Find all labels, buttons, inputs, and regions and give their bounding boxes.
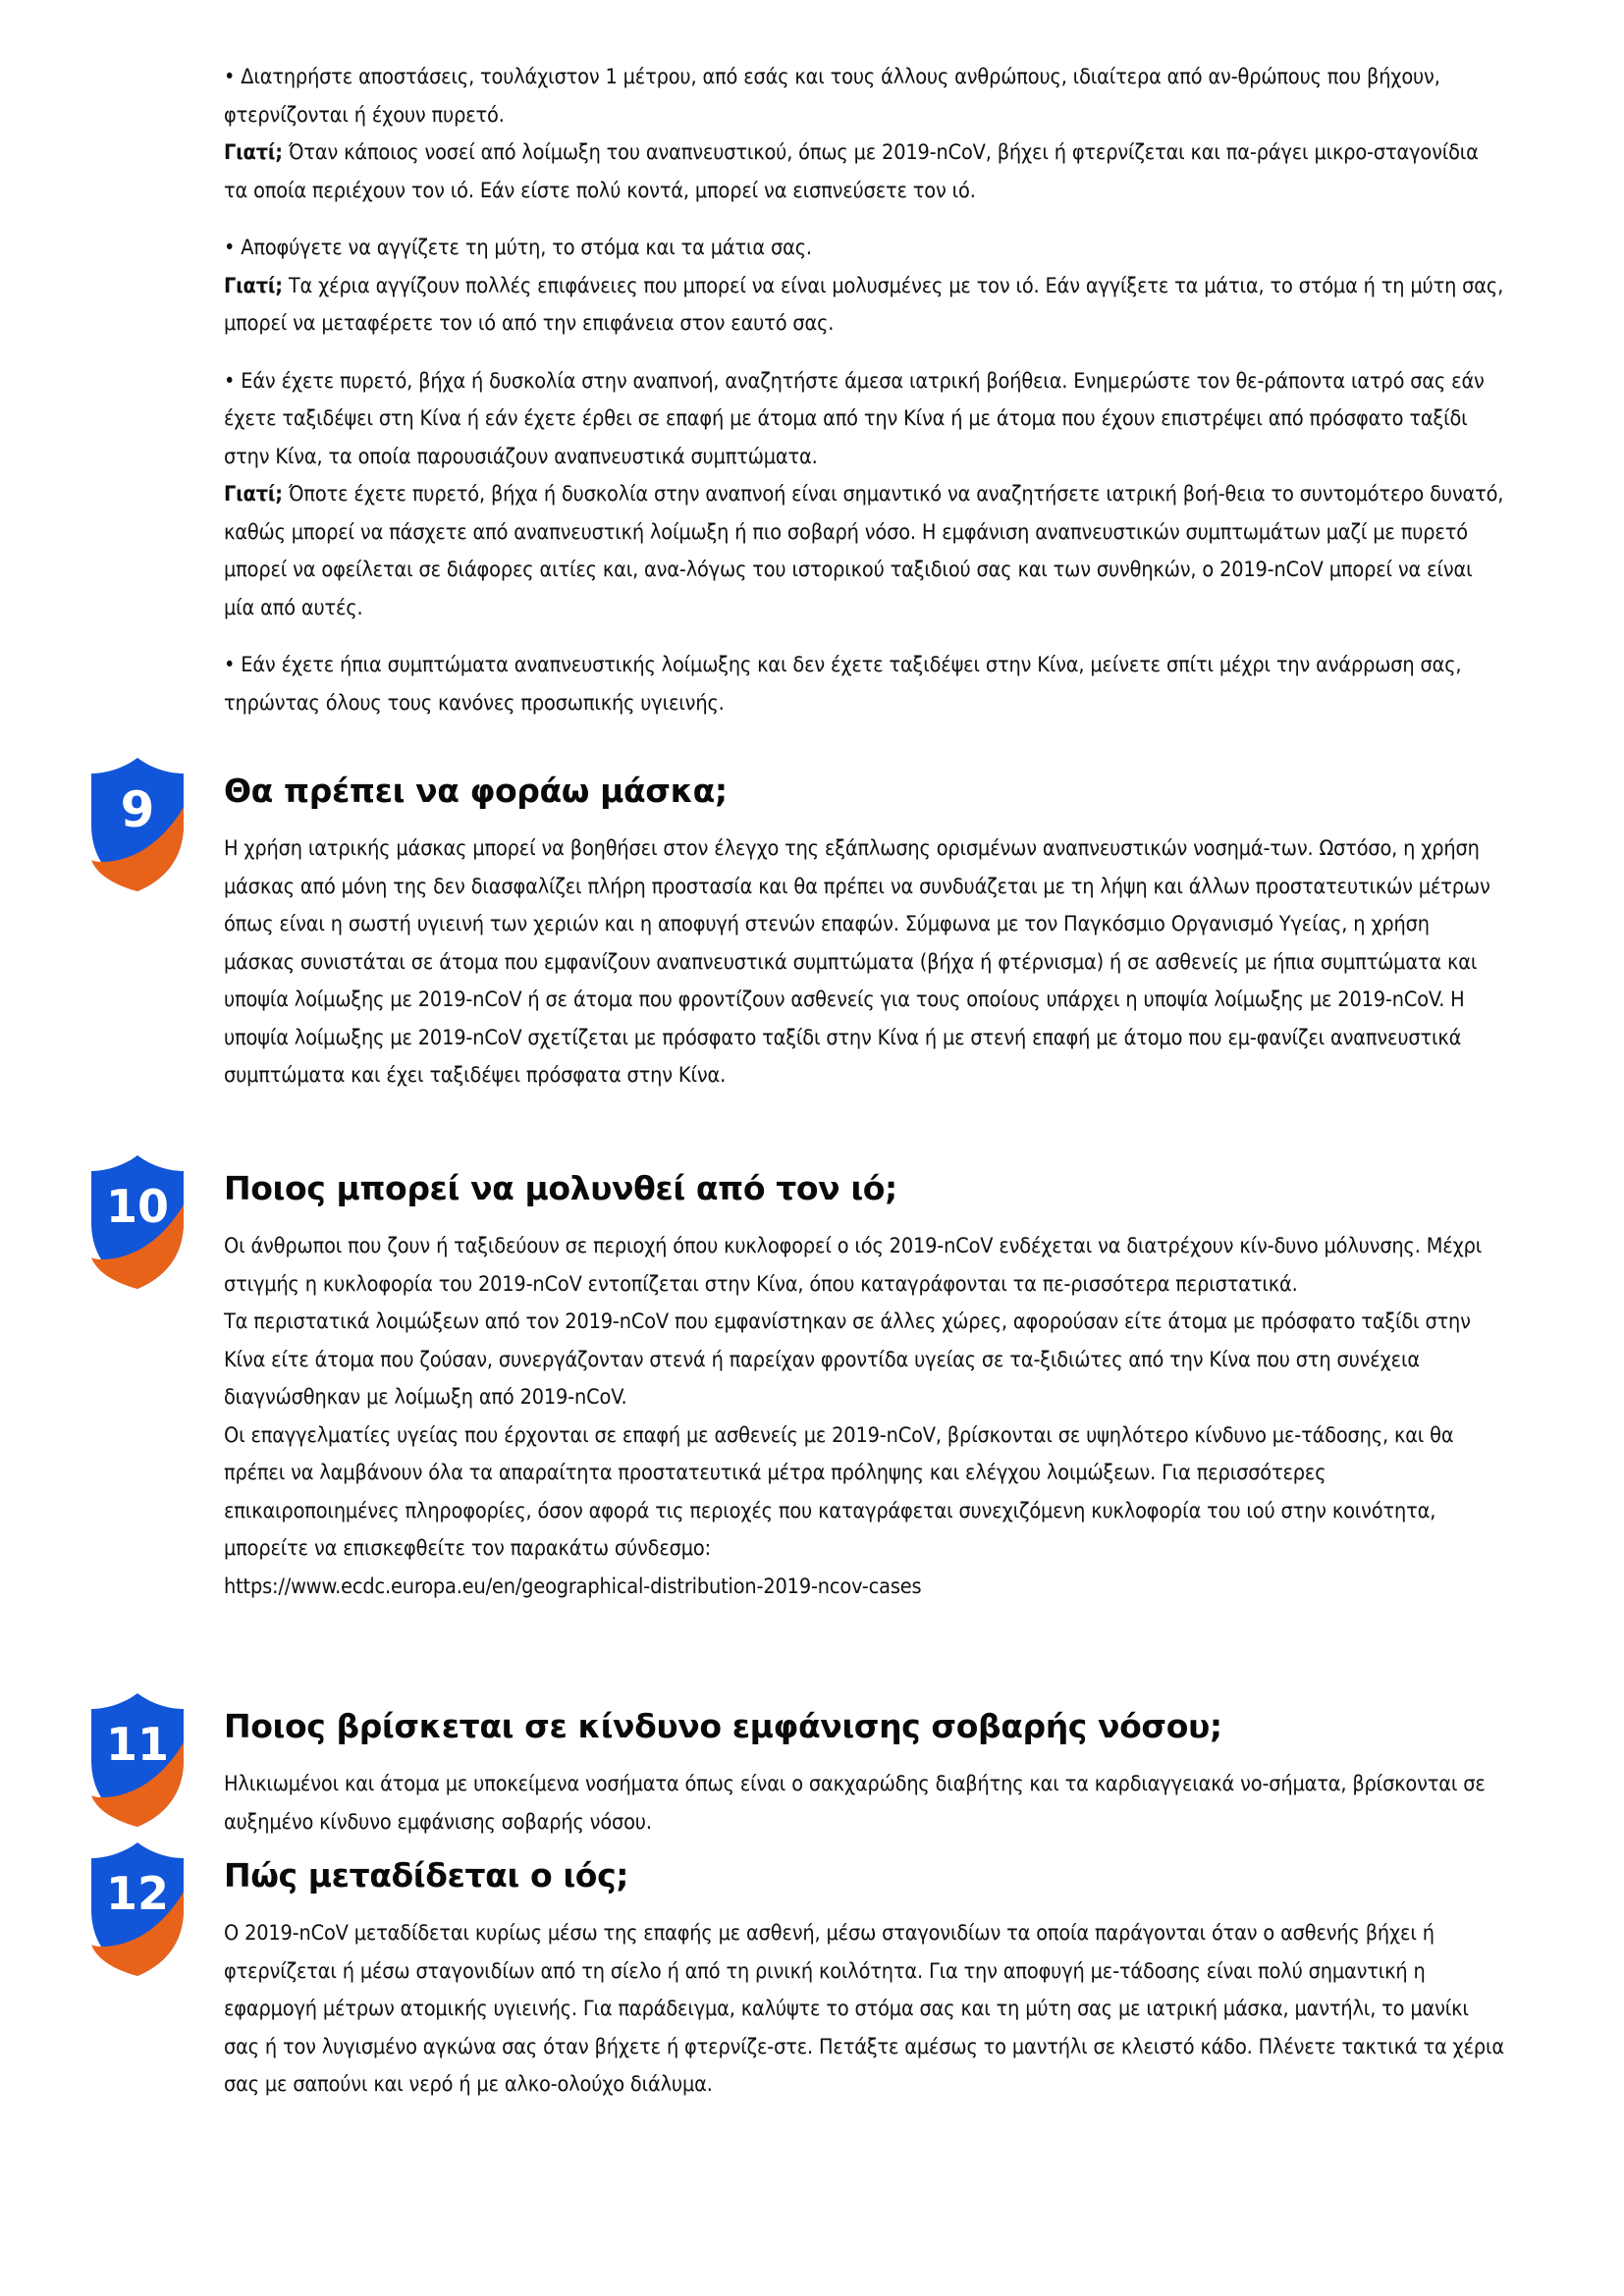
shield-number-icon [86, 1691, 189, 1829]
section-9-paragraph: Η χρήση ιατρικής μάσκας μπορεί να βοηθήσει στον έλεγχο της εξάπλωσης ορισμένων αναπνευστικών νοσημά-των. Ωστόσο, η χρήση μάσκας από μόνη της δεν διασφαλίζει πλήρη προστασία και θα πρέπει να συνδυάζεται με τη λήψη και άλλων προστατευτικών μέτρων όπως είναι η σωστή υγιεινή των χεριών και η αποφυγή στενών επαφών. Σύμφωνα με τον Παγκόσμιο Οργανισμό Υγείας, η χρήση μάσκας συνιστάται σε άτομα που εμφανίζουν αναπνευστικά συμπτώματα (βήχα ή φτέρνισμα) ή σε ασθενείς με ήπια συμπτώματα και υποψία λοίμωξης με 2019-nCoV ή σε άτομα που φροντίζουν ασθενείς για τους οποίους υπάρχει η υποψία λοίμωξης με 2019-nCoV. Η υποψία λοίμωξης με 2019-nCoV σχετίζεται με πρόσφατο ταξίδι στην Κίνα ή με στενή επαφή με άτομο που εμ-φανίζει αναπνευστικά συμπτώματα και έχει ταξιδέψει πρόσφατα στην Κίνα. [224, 836, 1490, 1088]
why-text: Όταν κάποιος νοσεί από λοίμωξη του αναπνευστικού, όπως με 2019-nCoV, βήχει ή φτερνίζεται και πα-ράγει μικρο-σταγονίδια τα οποία περιέχουν τον ιό. Εάν είστε πολύ κοντά, μπορεί να εισπνεύσετε τον ιό. [224, 140, 1479, 203]
why-label: Γιατί; [224, 482, 283, 507]
bullet-mild-symptoms-text: • Εάν έχετε ήπια συμπτώματα αναπνευστικής λοίμωξης και δεν έχετε ταξιδέψει στην Κίνα, μείνετε σπίτι μέχρι την ανάρρωση σας, τηρώντας όλους τους κανόνες προσωπικής υγιεινής. [224, 653, 1462, 716]
bullet-face-touch-text: • Αποφύγετε να αγγίζετε τη μύτη, το στόμα και τα μάτια σας. [224, 236, 812, 260]
spacer [224, 210, 1505, 230]
why-text: Όποτε έχετε πυρετό, βήχα ή δυσκολία στην αναπνοή είναι σημαντικό να αναζητήσετε ιατρική βοή-θεια το συντομότερο δυνατό, καθώς μπορεί να πάσχετε από αναπνευστική λοίμωξη ή πιο σοβαρή νόσο. Η εμφάνιση αναπνευστικών συμπτωμάτων μαζί με πυρετό μπορεί να οφείλεται σε διάφορες αιτίες και, ανα-λόγως του ιστορικού ταξιδιού σας και των συνθηκών, ο 2019-nCoV μπορεί να είναι μία από αυτές. [224, 482, 1504, 620]
section-10-heading: Ποιος μπορεί να μολυνθεί από τον ιό; [224, 1169, 897, 1207]
section-11-body [224, 1766, 1505, 1842]
intro-bullets-block [224, 59, 1505, 722]
why-distance [224, 134, 1505, 210]
shield-number-12: 12 [105, 1867, 170, 1920]
section-11-heading: Ποιος βρίσκεται σε κίνδυνο εμφάνισης σοβαρής νόσου; [224, 1707, 1222, 1745]
section-12-body [224, 1915, 1505, 2105]
shield-number-icon [86, 756, 189, 893]
shield-number-icon [86, 1841, 189, 1978]
spacer [224, 344, 1505, 363]
section-12-heading: Πώς μεταδίδεται ο ιός; [224, 1856, 629, 1895]
why-face-touch [224, 268, 1505, 344]
ecdc-link[interactable]: https://www.ecdc.europa.eu/en/geographical-distribution-2019-ncov-cases [224, 1574, 922, 1599]
section-9-body [224, 830, 1505, 1095]
bullet-mild-symptoms [224, 647, 1505, 722]
shield-number-9: 9 [120, 781, 155, 838]
why-text: Τα χέρια αγγίζουν πολλές επιφάνειες που μπορεί να είναι μολυσμένες με τον ιό. Εάν αγγίξετε τα μάτια, το στόμα ή τη μύτη σας, μπορεί να μεταφέρετε τον ιό από την επιφάνεια στον εαυτό σας. [224, 273, 1504, 336]
why-seek-care [224, 476, 1505, 627]
section-10-paragraph-3: Οι επαγγελματίες υγείας που έρχονται σε επαφή με ασθενείς με 2019-nCoV, βρίσκονται σε υψηλότερο κίνδυνο με-τάδοσης, και θα πρέπει να λαμβάνουν όλα τα απαραίτητα προστατευτικά μέτρα πρόληψης και ελέγχου λοιμώξεων. Για περισσότερες επικαιροποιημένες πληροφορίες, όσον αφορά τις περιοχές που καταγράφεται συνεχιζόμενη κυκλοφορία του ιού στην κοινότητα, μπορείτε να επισκεφθείτε τον παρακάτω σύνδεσμο: [224, 1422, 1454, 1561]
section-10-body [224, 1228, 1505, 1606]
bullet-seek-care-text: • Εάν έχετε πυρετό, βήχα ή δυσκολία στην αναπνοή, αναζητήστε άμεσα ιατρική βοήθεια. Ενημερώστε τον θε-ράποντα ιατρό σας εάν έχετε ταξιδέψει στη Κίνα ή εάν έχετε έρθει σε επαφή με άτομα από την Κίνα ή με άτομα που έχουν επιστρέψει από πρόσφατο ταξίδι στην Κίνα, τα οποία παρουσιάζουν αναπνευστικά συμπτώματα. [224, 368, 1485, 469]
why-label: Γιατί; [224, 273, 283, 298]
shield-number-11: 11 [105, 1718, 170, 1771]
section-12-paragraph: Ο 2019-nCoV μεταδίδεται κυρίως μέσω της επαφής με ασθενή, μέσω σταγονιδίων τα οποία παράγονται όταν ο ασθενής βήχει ή φτερνίζεται ή μέσω σταγονιδίων από τη σίελο ή από τη ρινική κοιλότητα. Για την αποφυγή με-τάδοσης είναι πολύ σημαντική η εφαρμογή μέτρων ατομικής υγιεινής. Για παράδειγμα, καλύψτε το στόμα σας και τη μύτη σας με ιατρική μάσκα, μαντήλι, το μανίκι σας ή τον λυγισμένο αγκώνα σας όταν βήχετε ή φτερνίζε-στε. Πετάξτε αμέσως το μαντήλι σε κλειστό κάδο. Πλένετε τακτικά τα χέρια σας με σαπούνι και νερό ή με αλκο-ολούχο διάλυμα. [224, 1921, 1505, 2097]
spacer [224, 627, 1505, 647]
bullet-seek-care [224, 363, 1505, 477]
bullet-distance [224, 59, 1505, 134]
shield-number-10: 10 [105, 1180, 170, 1233]
section-10-paragraph-2: Τα περιστατικά λοιμώξεων από τον 2019-nCoV που εμφανίστηκαν σε άλλες χώρες, αφορούσαν είτε άτομα με πρόσφατο ταξίδι στην Κίνα είτε άτομα που ζούσαν, συνεργάζονταν στενά ή παρείχαν φροντίδα υγείας σε τα-ξιδιώτες από την Κίνα που στη συνέχεια διαγνώσθηκαν με λοίμωξη από 2019-nCoV. [224, 1309, 1471, 1410]
section-9-heading: Θα πρέπει να φοράω μάσκα; [224, 772, 728, 810]
bullet-face-touch [224, 230, 1505, 268]
section-10-paragraph-1: Οι άνθρωποι που ζουν ή ταξιδεύουν σε περιοχή όπου κυκλοφορεί ο ιός 2019-nCoV ενδέχεται να διατρέχουν κίν-δυνο μόλυνσης. Μέχρι στιγμής η κυκλοφορία του 2019-nCoV εντοπίζεται στην Κίνα, όπου καταγράφονται τα πε-ρισσότερα περιστατικά. [224, 1234, 1483, 1297]
why-label: Γιατί; [224, 140, 283, 165]
shield-number-icon [86, 1153, 189, 1291]
bullet-distance-text: • Διατηρήστε αποστάσεις, τουλάχιστον 1 μέτρου, από εσάς και τους άλλους ανθρώπους, ιδιαίτερα από αν-​θρώπους που βήχουν, φτερνίζονται ή έχουν πυρετό. [224, 65, 1440, 128]
section-11-paragraph: Ηλικιωμένοι και άτομα με υποκείμενα νοσήματα όπως είναι ο σακχαρώδης διαβήτης και τα καρδιαγγειακά νο-σήματα, βρίσκονται σε αυξημένο κίνδυνο εμφάνισης σοβαρής νόσου. [224, 1772, 1486, 1835]
